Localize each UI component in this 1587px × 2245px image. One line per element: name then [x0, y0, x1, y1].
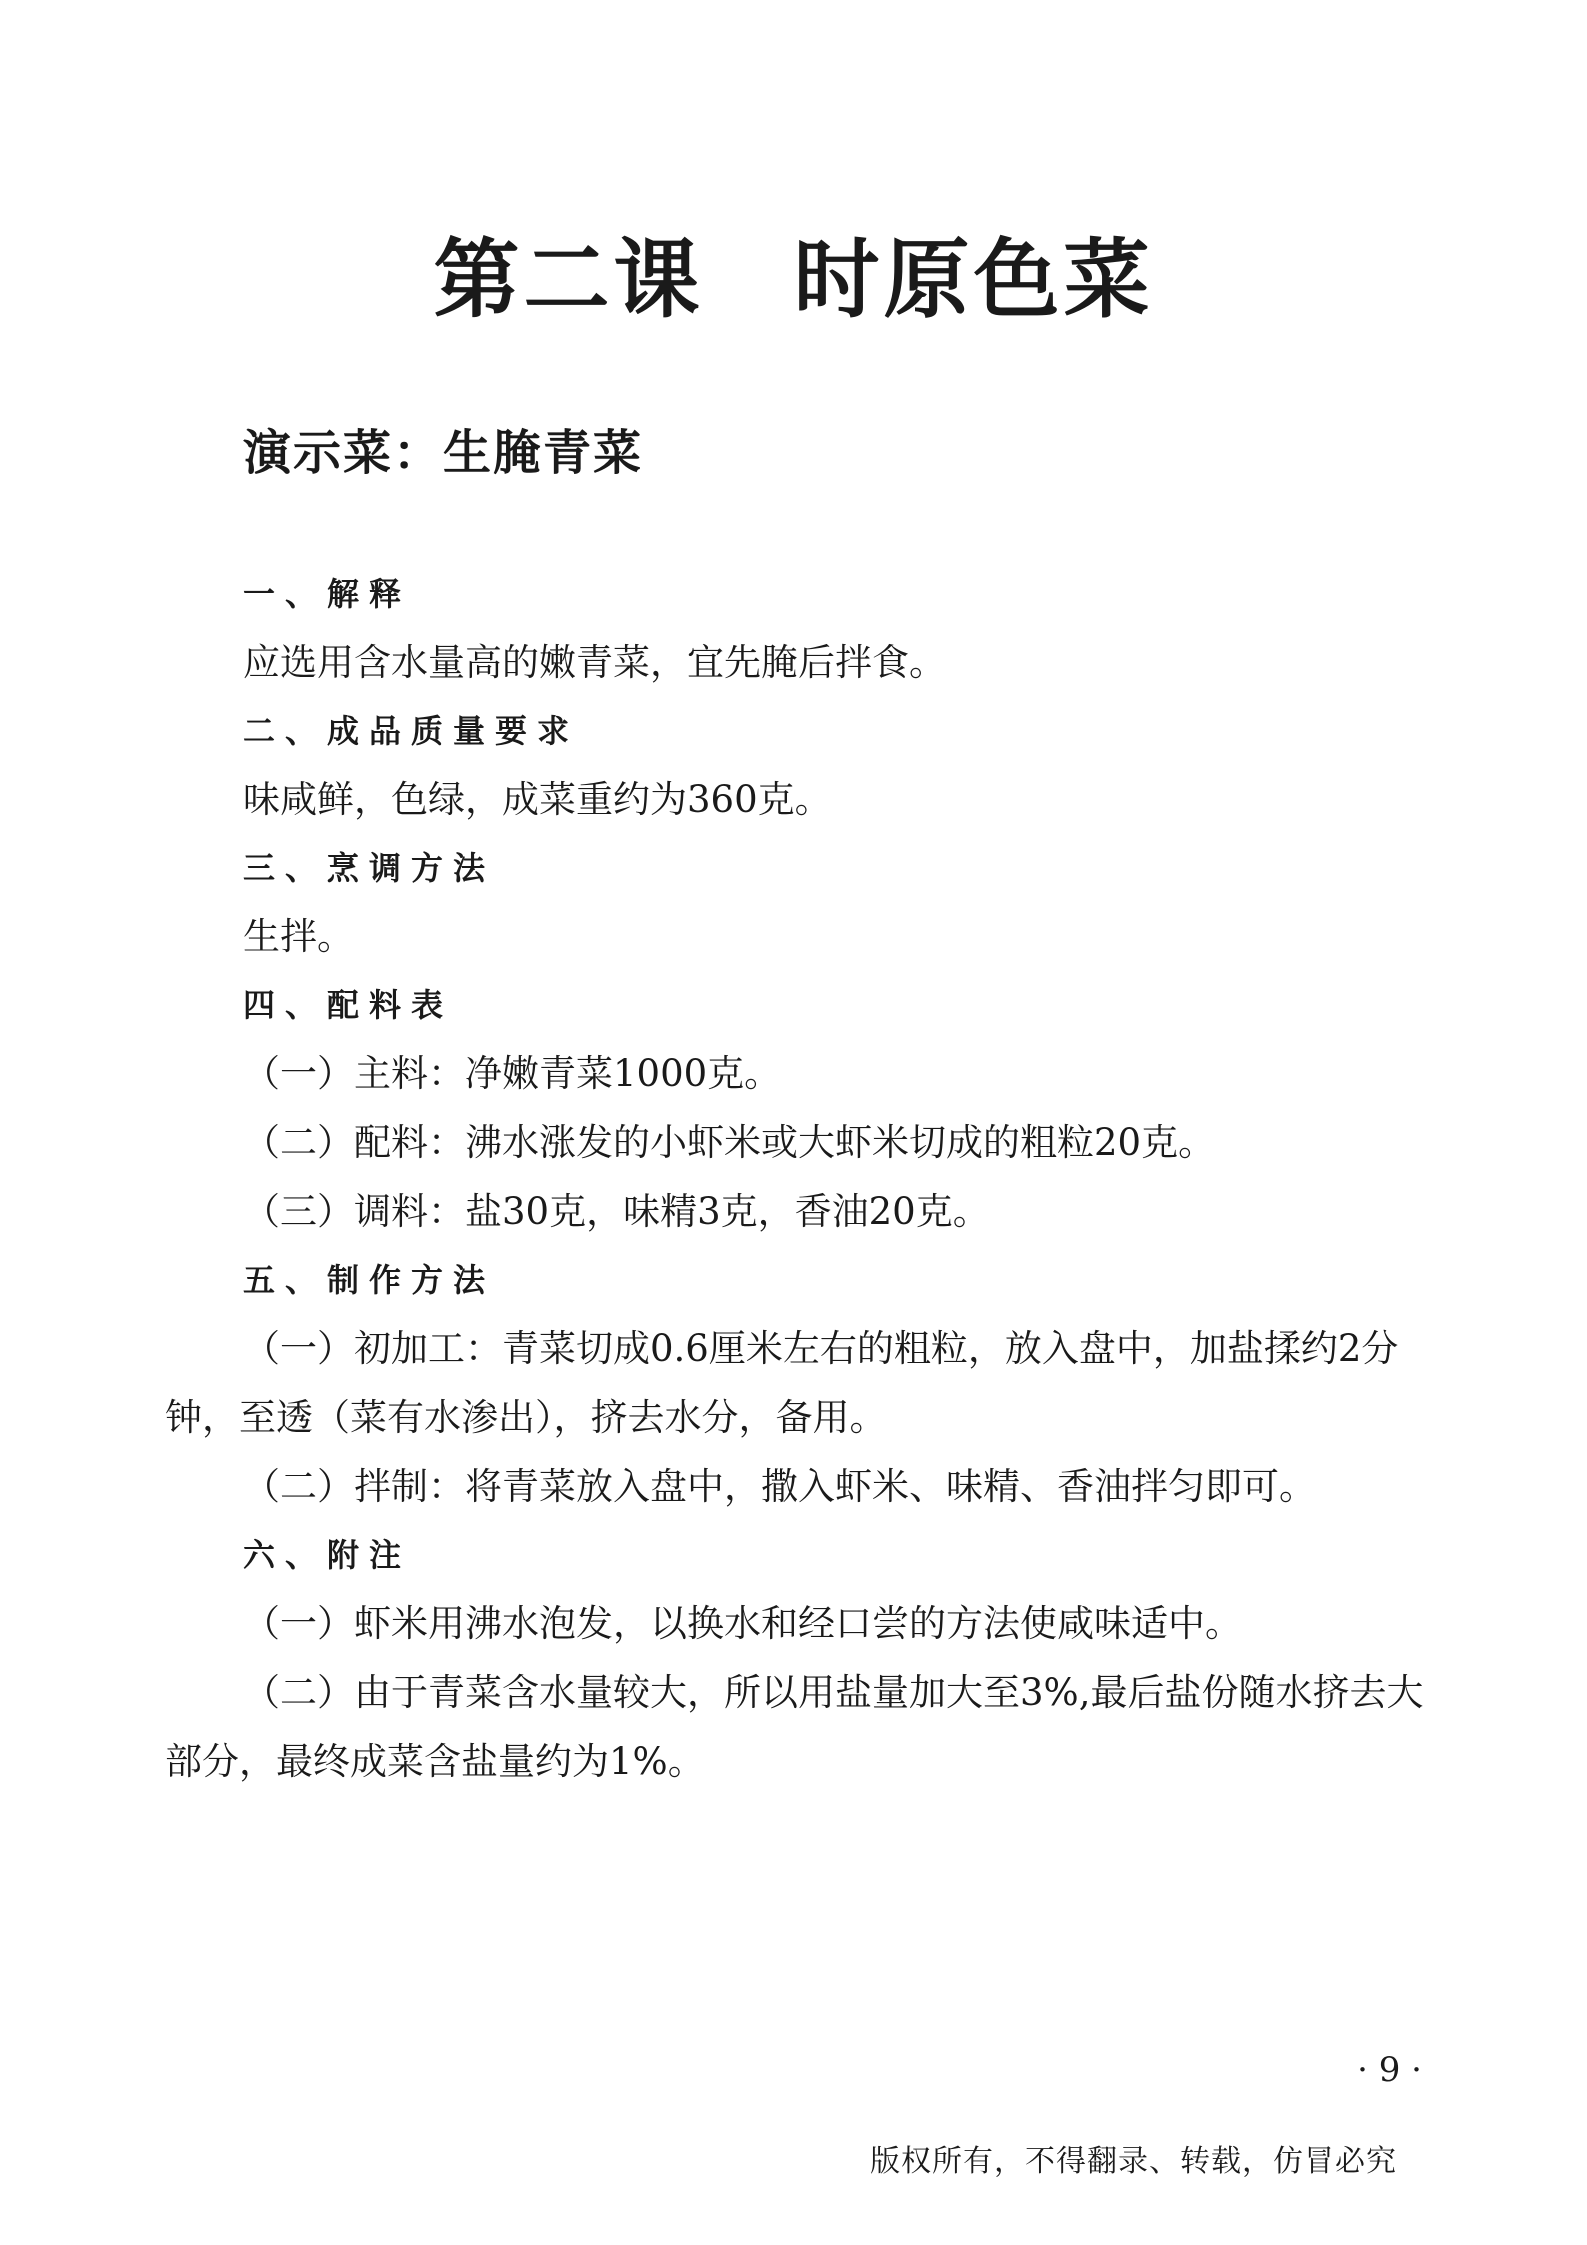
- note-item: （一）虾米用沸水泡发，以换水和经口尝的方法使咸味适中。: [243, 1602, 1242, 1645]
- section-paragraph: 味咸鲜，色绿，成菜重约为360克。: [243, 778, 832, 821]
- section-notes: [165, 1521, 1430, 1796]
- section-heading: 四、配料表: [243, 986, 454, 1024]
- note-item: （二）由于青菜含水量较大，所以用盐量加大至3%,最后盐份随水挤去大部分，最终成菜含盐量约为1%。: [165, 1671, 1424, 1783]
- ingredient-secondary: （二）配料：沸水涨发的小虾米或大虾米切成的粗粒20克。: [243, 1121, 1216, 1164]
- section-paragraph: 生拌。: [243, 915, 354, 958]
- section-ingredients: [165, 971, 1430, 1246]
- page-number: · 9 ·: [1357, 2050, 1422, 2090]
- lesson-title: 第二课 时原色菜: [433, 229, 1154, 330]
- section-preparation: [165, 1246, 1430, 1521]
- section-quality-requirements: [165, 697, 1430, 834]
- section-paragraph: 应选用含水量高的嫩青菜，宜先腌后拌食。: [243, 641, 946, 684]
- section-cooking-method: [165, 834, 1430, 971]
- section-heading: 一、解释: [243, 575, 412, 613]
- step-mixing: （二）拌制：将青菜放入盘中，撒入虾米、味精、香油拌匀即可。: [243, 1465, 1316, 1508]
- section-heading: 三、烹调方法: [243, 849, 496, 887]
- section-explanation: [165, 560, 1430, 697]
- demo-dish-title: 演示菜：生腌青菜: [243, 425, 644, 481]
- section-heading: 六、附注: [243, 1536, 412, 1574]
- ingredient-seasoning: （三）调料：盐30克，味精3克，香油20克。: [243, 1190, 990, 1233]
- lesson-content: [165, 560, 1430, 1796]
- ingredient-main: （一）主料：净嫩青菜1000克。: [243, 1052, 782, 1095]
- step-initial-processing: （一）初加工：青菜切成0.6厘米左右的粗粒，放入盘中，加盐揉约2分钟，至透（菜有水渗出），挤去水分，备用。: [165, 1327, 1399, 1439]
- section-heading: 二、成品质量要求: [243, 712, 580, 750]
- copyright-notice: 版权所有，不得翻录、转载，仿冒必究: [870, 2144, 1397, 2179]
- section-heading: 五、制作方法: [243, 1261, 496, 1299]
